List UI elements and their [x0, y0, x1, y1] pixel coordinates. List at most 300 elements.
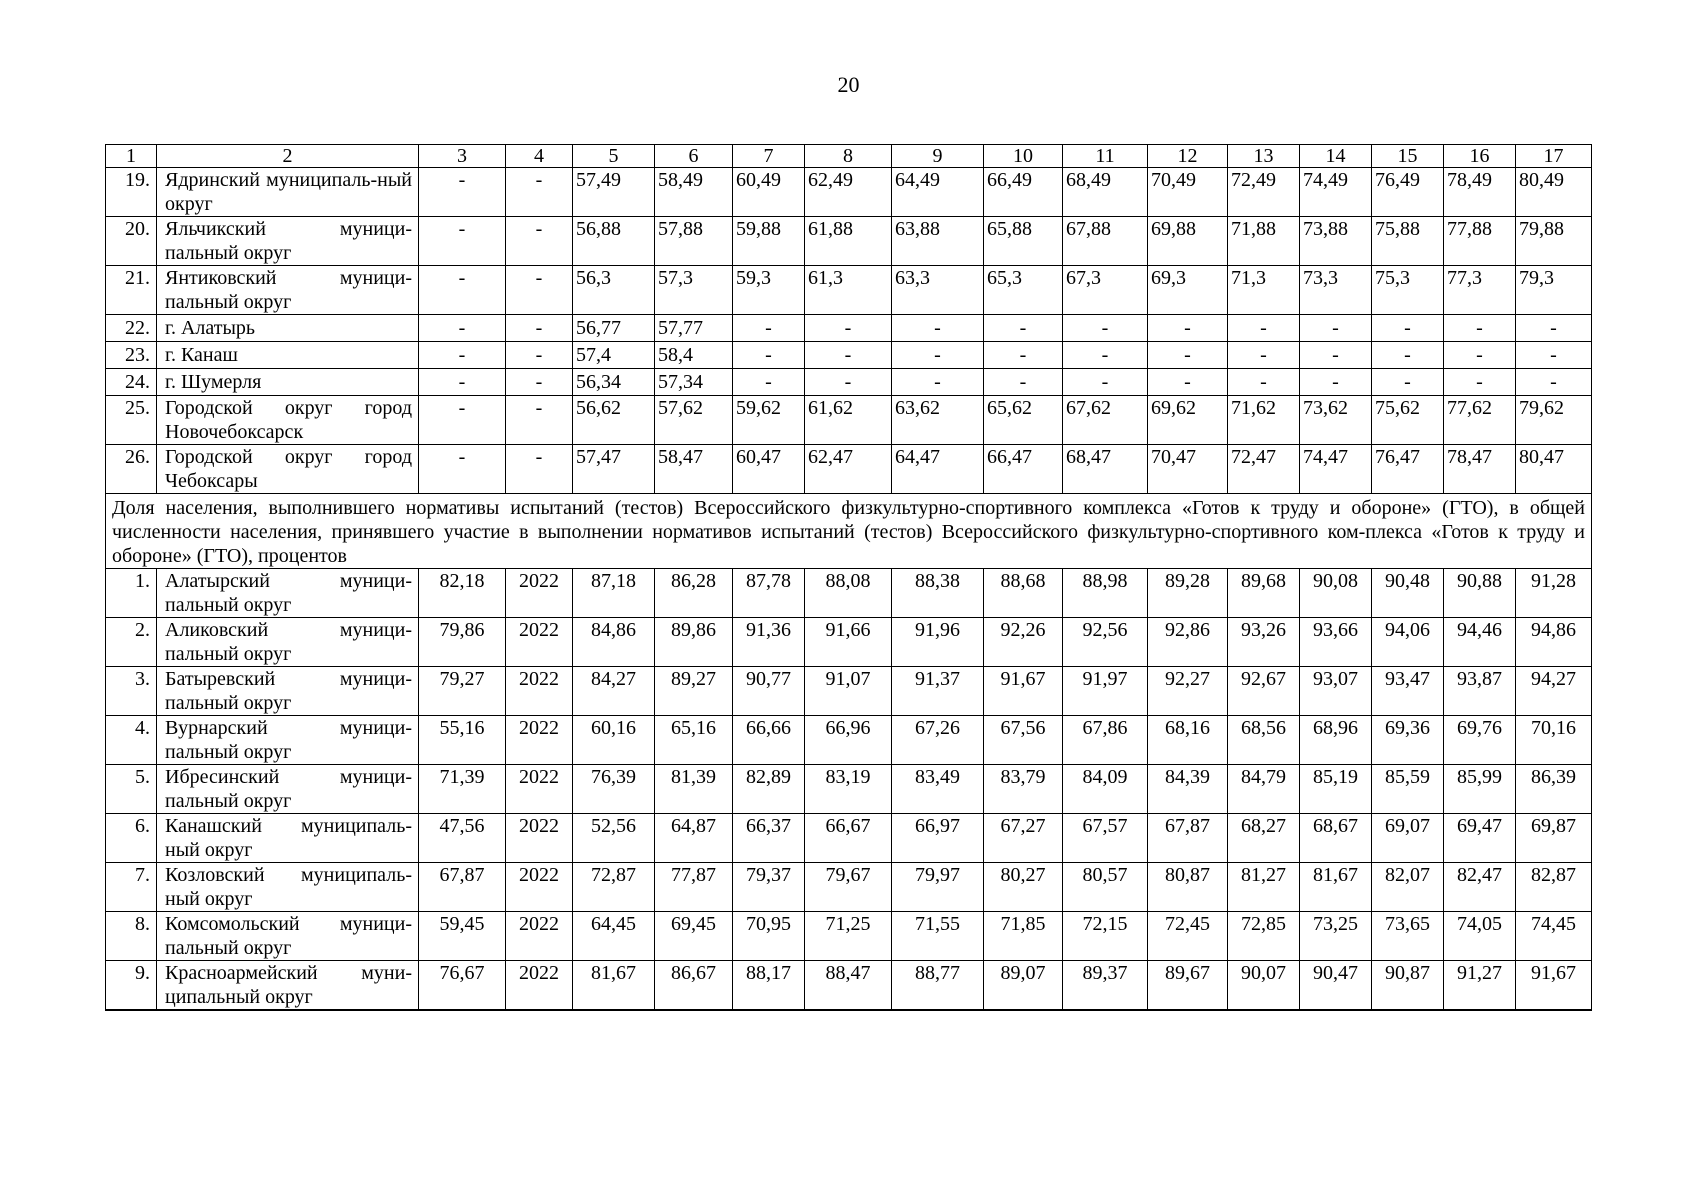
value-cell: 2022: [506, 961, 573, 1011]
value-cell: 80,87: [1148, 863, 1228, 912]
value-cell: 94,86: [1516, 618, 1592, 667]
value-cell: 63,3: [892, 266, 984, 315]
value-cell: 71,55: [892, 912, 984, 961]
value-cell: 61,62: [805, 396, 892, 445]
value-cell: -: [1372, 342, 1444, 369]
value-cell: 80,49: [1516, 168, 1592, 217]
table-row: [106, 667, 1592, 716]
value-cell: 47,56: [419, 814, 506, 863]
value-cell: 81,67: [573, 961, 655, 1011]
value-cell: 88,47: [805, 961, 892, 1011]
value-cell: 68,96: [1300, 716, 1372, 765]
value-cell: 68,16: [1148, 716, 1228, 765]
table-row: [106, 315, 1592, 342]
value-cell: -: [1148, 369, 1228, 396]
value-cell: 83,49: [892, 765, 984, 814]
value-cell: 82,89: [733, 765, 805, 814]
value-cell: 69,36: [1372, 716, 1444, 765]
value-cell: 66,66: [733, 716, 805, 765]
value-cell: 71,39: [419, 765, 506, 814]
value-cell: 91,67: [1516, 961, 1592, 1011]
value-cell: 72,45: [1148, 912, 1228, 961]
value-cell: 91,96: [892, 618, 984, 667]
row-number: 21.: [106, 266, 157, 315]
value-cell: 84,79: [1228, 765, 1300, 814]
value-cell: 66,67: [805, 814, 892, 863]
row-number: 19.: [106, 168, 157, 217]
municipality-name: Яльчикский муници-пальный округ: [157, 217, 419, 266]
value-cell: 92,67: [1228, 667, 1300, 716]
value-cell: 64,49: [892, 168, 984, 217]
municipality-name: г. Алатырь: [157, 315, 419, 342]
municipality-name: Батыревский муници-пальный округ: [157, 667, 419, 716]
value-cell: -: [506, 315, 573, 342]
table-row: [106, 266, 1592, 315]
value-cell: -: [506, 369, 573, 396]
value-cell: 61,3: [805, 266, 892, 315]
value-cell: 57,34: [655, 369, 733, 396]
value-cell: 71,88: [1228, 217, 1300, 266]
value-cell: 67,86: [1063, 716, 1148, 765]
value-cell: -: [733, 342, 805, 369]
value-cell: 58,4: [655, 342, 733, 369]
value-cell: 63,62: [892, 396, 984, 445]
table-row: [106, 396, 1592, 445]
row-number: 3.: [106, 667, 157, 716]
value-cell: 74,45: [1516, 912, 1592, 961]
value-cell: 72,15: [1063, 912, 1148, 961]
value-cell: 83,79: [984, 765, 1063, 814]
value-cell: 2022: [506, 569, 573, 618]
municipality-name: Комсомольский муници-пальный округ: [157, 912, 419, 961]
table-row: [106, 765, 1592, 814]
value-cell: 73,25: [1300, 912, 1372, 961]
municipality-name: Канашский муниципаль-ный округ: [157, 814, 419, 863]
value-cell: 90,07: [1228, 961, 1300, 1011]
value-cell: 89,86: [655, 618, 733, 667]
column-number-header: [106, 145, 1592, 168]
value-cell: 79,27: [419, 667, 506, 716]
value-cell: 81,39: [655, 765, 733, 814]
value-cell: 70,49: [1148, 168, 1228, 217]
header-cell: 5: [573, 145, 655, 168]
value-cell: 56,34: [573, 369, 655, 396]
value-cell: 81,67: [1300, 863, 1372, 912]
value-cell: -: [984, 315, 1063, 342]
header-cell: 10: [984, 145, 1063, 168]
value-cell: 85,19: [1300, 765, 1372, 814]
table-row: [106, 217, 1592, 266]
value-cell: 67,87: [1148, 814, 1228, 863]
value-cell: -: [1228, 342, 1300, 369]
section-title-row: [106, 494, 1592, 569]
value-cell: 86,28: [655, 569, 733, 618]
value-cell: -: [419, 342, 506, 369]
value-cell: 62,47: [805, 445, 892, 494]
value-cell: 88,77: [892, 961, 984, 1011]
value-cell: -: [805, 342, 892, 369]
row-number: 8.: [106, 912, 157, 961]
value-cell: 67,3: [1063, 266, 1148, 315]
value-cell: 70,95: [733, 912, 805, 961]
value-cell: 84,39: [1148, 765, 1228, 814]
value-cell: 57,77: [655, 315, 733, 342]
value-cell: 69,45: [655, 912, 733, 961]
table-row: [106, 716, 1592, 765]
value-cell: 77,3: [1444, 266, 1516, 315]
value-cell: 88,08: [805, 569, 892, 618]
value-cell: 2022: [506, 716, 573, 765]
value-cell: -: [419, 369, 506, 396]
value-cell: 89,27: [655, 667, 733, 716]
value-cell: -: [733, 315, 805, 342]
table-row: [106, 168, 1592, 217]
value-cell: 94,27: [1516, 667, 1592, 716]
value-cell: 64,87: [655, 814, 733, 863]
table-row: [106, 961, 1592, 1011]
value-cell: -: [1372, 369, 1444, 396]
value-cell: 86,39: [1516, 765, 1592, 814]
value-cell: 82,87: [1516, 863, 1592, 912]
value-cell: -: [805, 315, 892, 342]
municipality-name: Красноармейский муни-ципальный округ: [157, 961, 419, 1011]
value-cell: 92,26: [984, 618, 1063, 667]
value-cell: 72,47: [1228, 445, 1300, 494]
value-cell: -: [1372, 315, 1444, 342]
value-cell: 70,16: [1516, 716, 1592, 765]
value-cell: -: [892, 369, 984, 396]
value-cell: 2022: [506, 814, 573, 863]
table-row: [106, 618, 1592, 667]
value-cell: 87,18: [573, 569, 655, 618]
value-cell: 79,88: [1516, 217, 1592, 266]
value-cell: 66,97: [892, 814, 984, 863]
value-cell: 57,3: [655, 266, 733, 315]
value-cell: -: [733, 369, 805, 396]
value-cell: 69,88: [1148, 217, 1228, 266]
value-cell: 83,19: [805, 765, 892, 814]
value-cell: -: [1300, 369, 1372, 396]
value-cell: 76,49: [1372, 168, 1444, 217]
page-number: 20: [837, 72, 860, 97]
header-cell: 7: [733, 145, 805, 168]
value-cell: 94,46: [1444, 618, 1516, 667]
value-cell: 93,47: [1372, 667, 1444, 716]
header-cell: 6: [655, 145, 733, 168]
value-cell: 67,87: [419, 863, 506, 912]
value-cell: 52,56: [573, 814, 655, 863]
value-cell: 85,59: [1372, 765, 1444, 814]
value-cell: -: [805, 369, 892, 396]
value-cell: -: [419, 217, 506, 266]
value-cell: 85,99: [1444, 765, 1516, 814]
row-number: 24.: [106, 369, 157, 396]
value-cell: 88,98: [1063, 569, 1148, 618]
value-cell: 91,67: [984, 667, 1063, 716]
value-cell: 79,67: [805, 863, 892, 912]
header-cell: 17: [1516, 145, 1592, 168]
value-cell: 82,18: [419, 569, 506, 618]
header-cell: 15: [1372, 145, 1444, 168]
value-cell: 91,36: [733, 618, 805, 667]
value-cell: -: [506, 445, 573, 494]
value-cell: 56,88: [573, 217, 655, 266]
value-cell: 78,49: [1444, 168, 1516, 217]
row-number: 20.: [106, 217, 157, 266]
value-cell: 65,88: [984, 217, 1063, 266]
value-cell: 68,49: [1063, 168, 1148, 217]
value-cell: 77,88: [1444, 217, 1516, 266]
value-cell: 57,88: [655, 217, 733, 266]
value-cell: -: [892, 315, 984, 342]
value-cell: -: [1444, 342, 1516, 369]
value-cell: 57,47: [573, 445, 655, 494]
municipality-name: Городской округ город Новочебоксарск: [157, 396, 419, 445]
header-cell: 13: [1228, 145, 1300, 168]
value-cell: 64,45: [573, 912, 655, 961]
header-cell: 1: [106, 145, 157, 168]
value-cell: -: [984, 342, 1063, 369]
value-cell: -: [1228, 315, 1300, 342]
value-cell: 91,07: [805, 667, 892, 716]
value-cell: 56,77: [573, 315, 655, 342]
value-cell: -: [1516, 342, 1592, 369]
value-cell: -: [419, 168, 506, 217]
municipality-name: Алатырский муници-пальный округ: [157, 569, 419, 618]
value-cell: 91,66: [805, 618, 892, 667]
value-cell: 69,47: [1444, 814, 1516, 863]
value-cell: 90,88: [1444, 569, 1516, 618]
value-cell: 60,47: [733, 445, 805, 494]
value-cell: 90,87: [1372, 961, 1444, 1011]
value-cell: 60,16: [573, 716, 655, 765]
value-cell: 89,67: [1148, 961, 1228, 1011]
value-cell: -: [506, 217, 573, 266]
table-row: [106, 369, 1592, 396]
value-cell: 72,87: [573, 863, 655, 912]
row-number: 7.: [106, 863, 157, 912]
value-cell: 68,56: [1228, 716, 1300, 765]
value-cell: 79,3: [1516, 266, 1592, 315]
value-cell: 77,62: [1444, 396, 1516, 445]
table-row: [106, 569, 1592, 618]
municipality-name: Городской округ город Чебоксары: [157, 445, 419, 494]
value-cell: 92,56: [1063, 618, 1148, 667]
value-cell: -: [506, 342, 573, 369]
value-cell: 74,47: [1300, 445, 1372, 494]
value-cell: 72,85: [1228, 912, 1300, 961]
value-cell: -: [1063, 342, 1148, 369]
row-number: 5.: [106, 765, 157, 814]
row-number: 22.: [106, 315, 157, 342]
value-cell: 62,49: [805, 168, 892, 217]
value-cell: 65,3: [984, 266, 1063, 315]
value-cell: 56,62: [573, 396, 655, 445]
value-cell: 84,86: [573, 618, 655, 667]
table-row: [106, 863, 1592, 912]
value-cell: 82,07: [1372, 863, 1444, 912]
value-cell: 94,06: [1372, 618, 1444, 667]
value-cell: 89,07: [984, 961, 1063, 1011]
value-cell: -: [1148, 342, 1228, 369]
municipality-name: Ядринский муниципаль-ный округ: [157, 168, 419, 217]
value-cell: 73,3: [1300, 266, 1372, 315]
value-cell: 90,47: [1300, 961, 1372, 1011]
value-cell: 2022: [506, 863, 573, 912]
value-cell: 93,07: [1300, 667, 1372, 716]
value-cell: -: [506, 168, 573, 217]
value-cell: 58,49: [655, 168, 733, 217]
value-cell: 88,68: [984, 569, 1063, 618]
value-cell: 79,97: [892, 863, 984, 912]
value-cell: 92,86: [1148, 618, 1228, 667]
value-cell: 81,27: [1228, 863, 1300, 912]
value-cell: 71,85: [984, 912, 1063, 961]
value-cell: 75,62: [1372, 396, 1444, 445]
value-cell: 93,87: [1444, 667, 1516, 716]
value-cell: 2022: [506, 667, 573, 716]
value-cell: -: [1063, 315, 1148, 342]
value-cell: 79,62: [1516, 396, 1592, 445]
value-cell: 79,37: [733, 863, 805, 912]
row-number: 4.: [106, 716, 157, 765]
value-cell: 64,47: [892, 445, 984, 494]
header-cell: 11: [1063, 145, 1148, 168]
value-cell: 57,49: [573, 168, 655, 217]
header-cell: 2: [157, 145, 419, 168]
value-cell: -: [1148, 315, 1228, 342]
row-number: 26.: [106, 445, 157, 494]
value-cell: -: [892, 342, 984, 369]
value-cell: 86,67: [655, 961, 733, 1011]
row-number: 23.: [106, 342, 157, 369]
value-cell: 74,49: [1300, 168, 1372, 217]
value-cell: 67,62: [1063, 396, 1148, 445]
value-cell: 73,65: [1372, 912, 1444, 961]
value-cell: 68,47: [1063, 445, 1148, 494]
value-cell: 70,47: [1148, 445, 1228, 494]
value-cell: 91,27: [1444, 961, 1516, 1011]
value-cell: 58,47: [655, 445, 733, 494]
header-cell: 4: [506, 145, 573, 168]
value-cell: 2022: [506, 618, 573, 667]
value-cell: 2022: [506, 765, 573, 814]
value-cell: 66,47: [984, 445, 1063, 494]
header-cell: 8: [805, 145, 892, 168]
value-cell: 68,67: [1300, 814, 1372, 863]
value-cell: 76,67: [419, 961, 506, 1011]
value-cell: 77,87: [655, 863, 733, 912]
value-cell: 92,27: [1148, 667, 1228, 716]
header-cell: 16: [1444, 145, 1516, 168]
table-row: [106, 342, 1592, 369]
value-cell: 69,76: [1444, 716, 1516, 765]
value-cell: 75,3: [1372, 266, 1444, 315]
value-cell: 69,87: [1516, 814, 1592, 863]
value-cell: 82,47: [1444, 863, 1516, 912]
value-cell: 59,45: [419, 912, 506, 961]
value-cell: 89,28: [1148, 569, 1228, 618]
value-cell: 73,88: [1300, 217, 1372, 266]
value-cell: 80,57: [1063, 863, 1148, 912]
value-cell: 66,37: [733, 814, 805, 863]
value-cell: 71,62: [1228, 396, 1300, 445]
value-cell: -: [419, 445, 506, 494]
value-cell: 75,88: [1372, 217, 1444, 266]
section-title: Доля населения, выполнившего нормативы испытаний (тестов) Всероссийского физкультурно-спортивного комплекса «Готов к труду и обороне» (ГТО), в общей численности населения, принявшего участие в выполнении нормативов испытаний (тестов) Всероссийского физкультурно-спортивного ком-плекса «Готов к труду и обороне» (ГТО), процентов: [106, 494, 1592, 569]
value-cell: -: [1516, 315, 1592, 342]
value-cell: 67,27: [984, 814, 1063, 863]
value-cell: -: [1300, 315, 1372, 342]
value-cell: 2022: [506, 912, 573, 961]
value-cell: 80,27: [984, 863, 1063, 912]
row-number: 9.: [106, 961, 157, 1011]
value-cell: 65,16: [655, 716, 733, 765]
value-cell: 69,07: [1372, 814, 1444, 863]
value-cell: 73,62: [1300, 396, 1372, 445]
table-body: [106, 145, 1592, 1011]
value-cell: 89,37: [1063, 961, 1148, 1011]
value-cell: 79,86: [419, 618, 506, 667]
value-cell: 87,78: [733, 569, 805, 618]
value-cell: 88,17: [733, 961, 805, 1011]
municipality-name: Козловский муниципаль-ный округ: [157, 863, 419, 912]
value-cell: 88,38: [892, 569, 984, 618]
value-cell: -: [419, 266, 506, 315]
municipality-name: Вурнарский муници-пальный округ: [157, 716, 419, 765]
value-cell: 71,3: [1228, 266, 1300, 315]
value-cell: 93,26: [1228, 618, 1300, 667]
value-cell: 60,49: [733, 168, 805, 217]
value-cell: 91,28: [1516, 569, 1592, 618]
value-cell: 67,57: [1063, 814, 1148, 863]
value-cell: 59,62: [733, 396, 805, 445]
value-cell: 68,27: [1228, 814, 1300, 863]
value-cell: -: [419, 315, 506, 342]
value-cell: 65,62: [984, 396, 1063, 445]
value-cell: 66,49: [984, 168, 1063, 217]
value-cell: 84,27: [573, 667, 655, 716]
value-cell: 61,88: [805, 217, 892, 266]
municipality-name: Ибресинский муници-пальный округ: [157, 765, 419, 814]
value-cell: 76,47: [1372, 445, 1444, 494]
value-cell: 69,62: [1148, 396, 1228, 445]
value-cell: 80,47: [1516, 445, 1592, 494]
value-cell: 59,3: [733, 266, 805, 315]
value-cell: 91,97: [1063, 667, 1148, 716]
value-cell: 56,3: [573, 266, 655, 315]
value-cell: -: [506, 396, 573, 445]
value-cell: 57,4: [573, 342, 655, 369]
value-cell: 67,56: [984, 716, 1063, 765]
value-cell: 67,88: [1063, 217, 1148, 266]
row-number: 6.: [106, 814, 157, 863]
table-row: [106, 814, 1592, 863]
value-cell: 59,88: [733, 217, 805, 266]
header-cell: 3: [419, 145, 506, 168]
value-cell: 66,96: [805, 716, 892, 765]
value-cell: -: [506, 266, 573, 315]
value-cell: 76,39: [573, 765, 655, 814]
value-cell: 72,49: [1228, 168, 1300, 217]
municipality-name: г. Шумерля: [157, 369, 419, 396]
value-cell: 84,09: [1063, 765, 1148, 814]
header-cell: 12: [1148, 145, 1228, 168]
value-cell: 90,48: [1372, 569, 1444, 618]
value-cell: -: [1444, 369, 1516, 396]
header-cell: 14: [1300, 145, 1372, 168]
value-cell: 67,26: [892, 716, 984, 765]
